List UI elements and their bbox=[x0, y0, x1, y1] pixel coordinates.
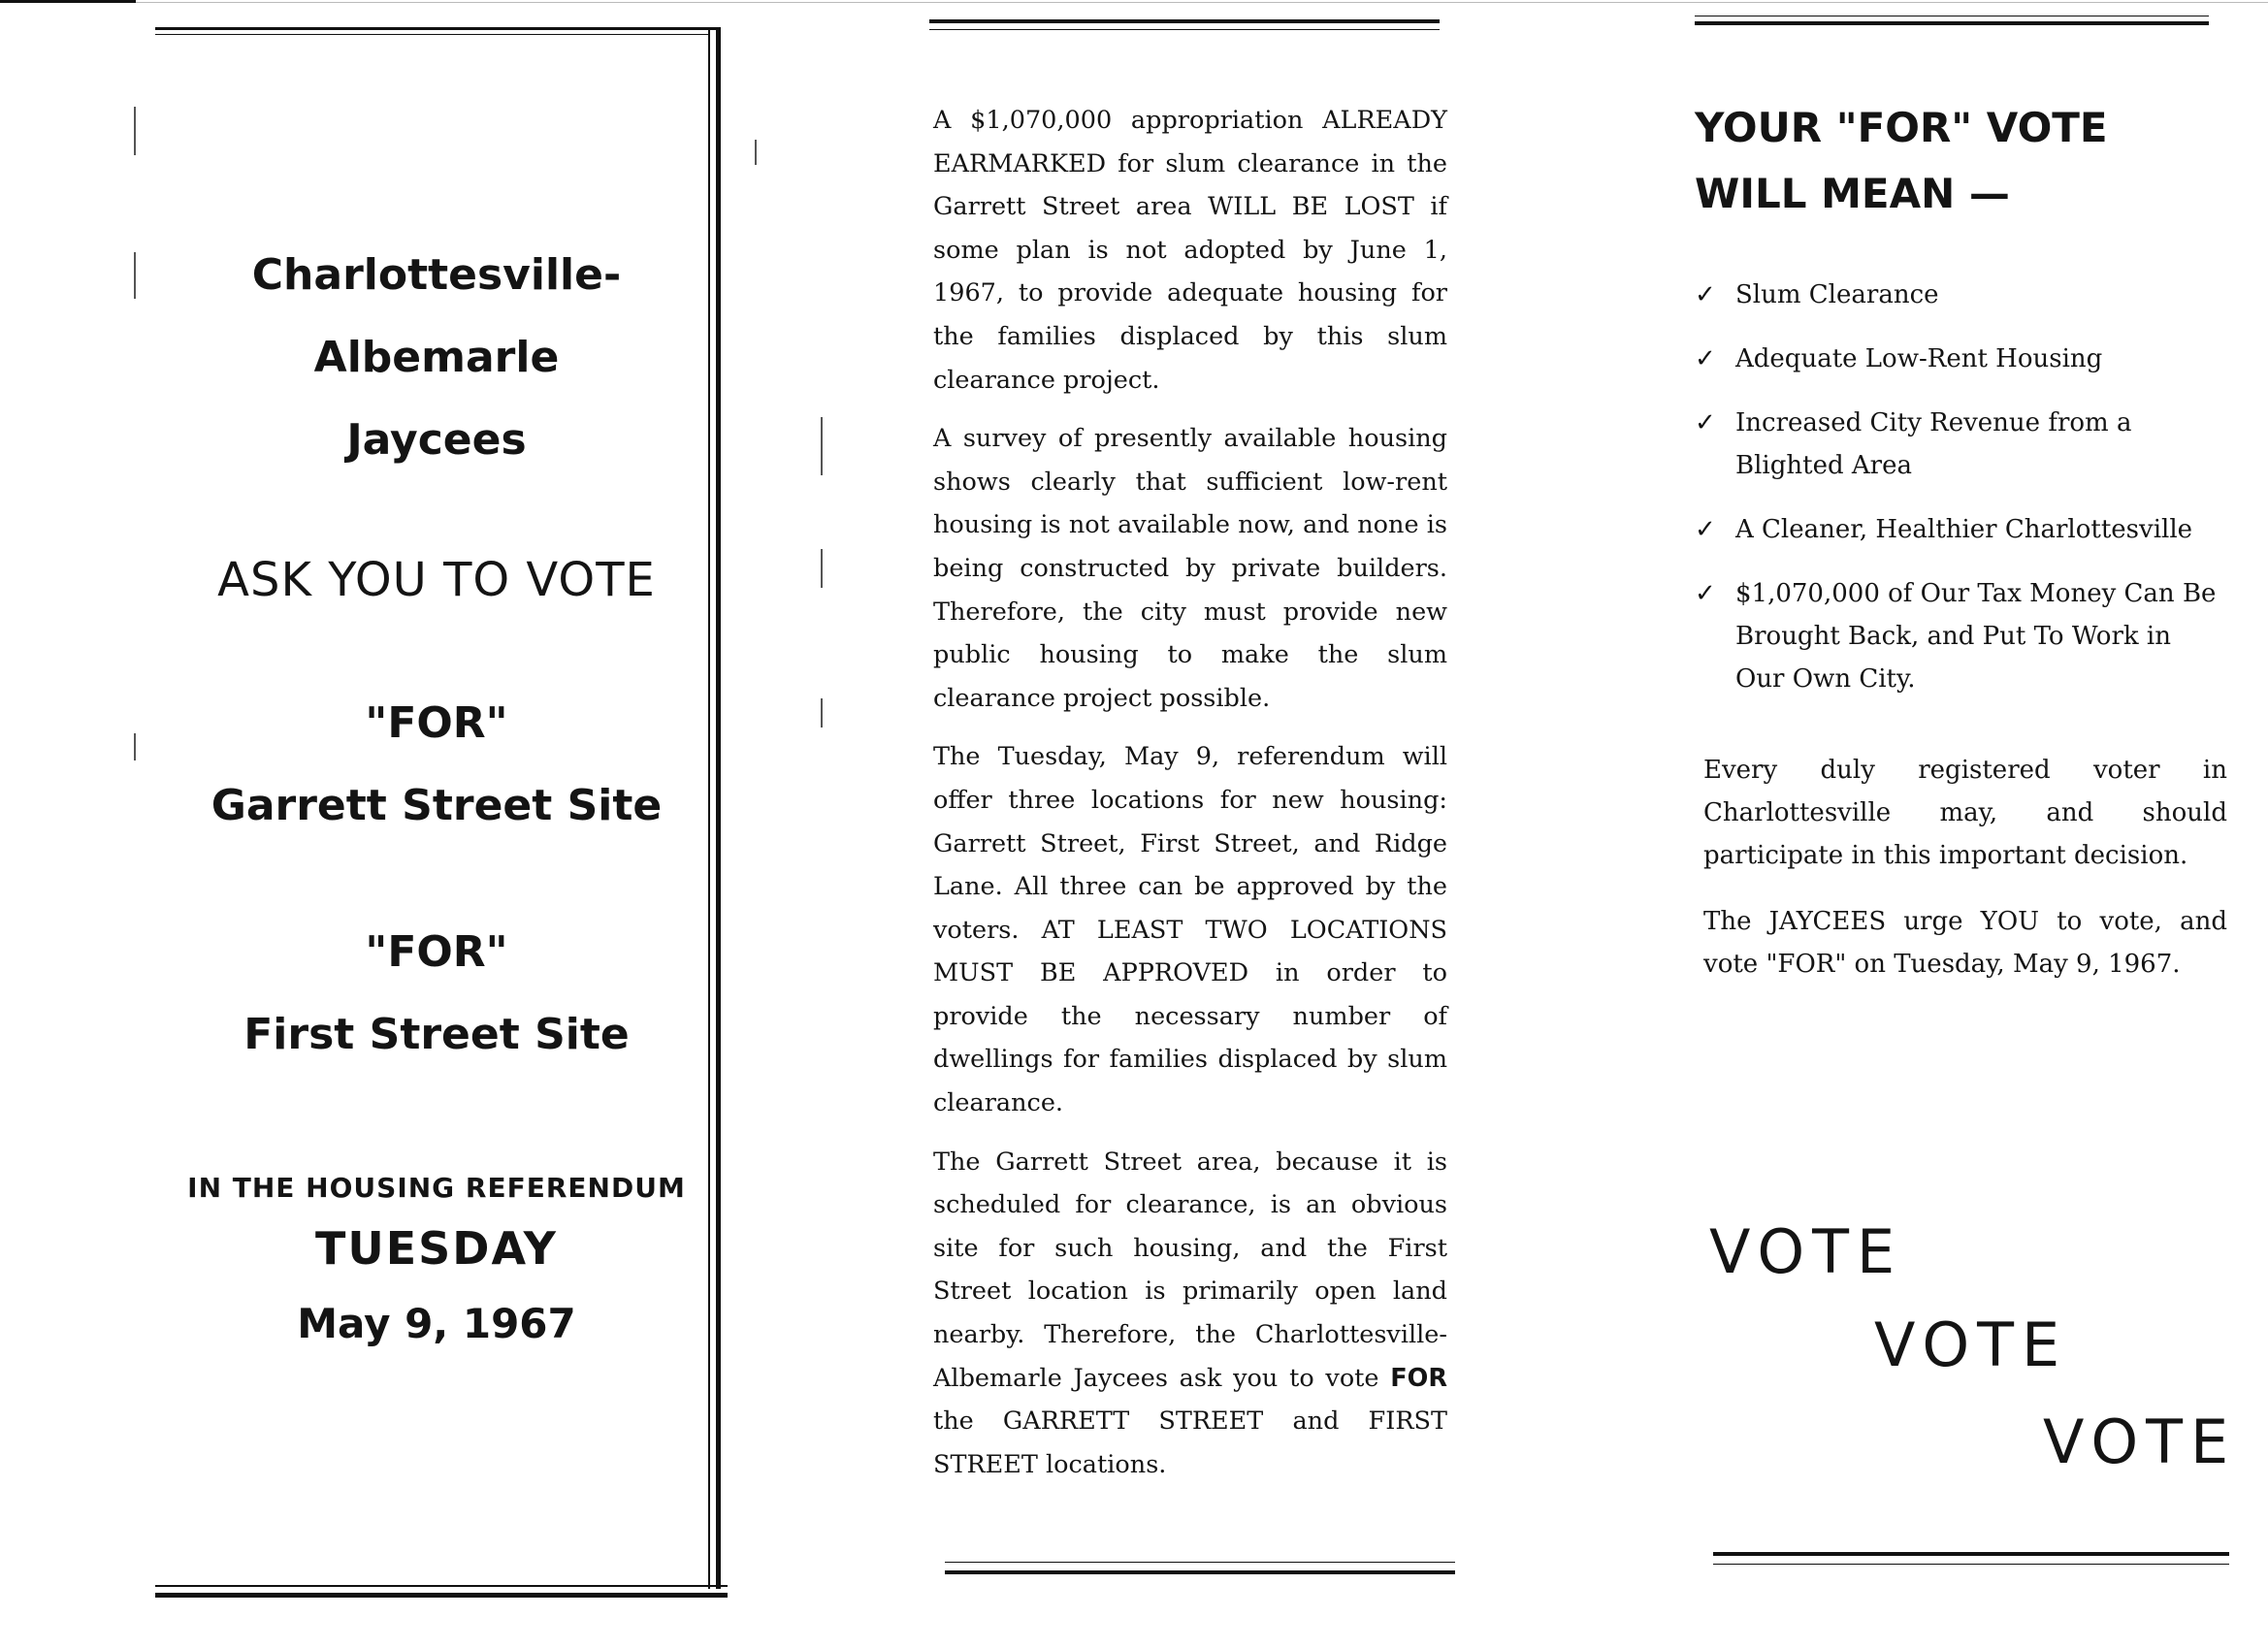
garrett-street-site: Garrett Street Site bbox=[211, 781, 663, 830]
benefit-text: Slum Clearance bbox=[1735, 280, 1939, 309]
check-mark-icon: ✓ bbox=[1695, 344, 1716, 373]
vote-word-2: VOTE bbox=[1874, 1310, 2068, 1380]
first-street-site: First Street Site bbox=[243, 1010, 630, 1059]
benefit-text: $1,070,000 of Our Tax Money Can Be Brought Back, and Put To Work in Our Own City. bbox=[1735, 579, 2217, 694]
election-day: TUESDAY bbox=[315, 1222, 558, 1275]
for-vote-heading bbox=[1695, 95, 2219, 227]
recommendation-for-bold: FOR bbox=[1390, 1363, 1447, 1393]
fold-mark bbox=[821, 417, 823, 475]
middle-bottom-rule bbox=[945, 1570, 1455, 1574]
vote-word-3: VOTE bbox=[2043, 1406, 2237, 1477]
referendum-locations-paragraph: The Tuesday, May 9, referendum will offer three locations for new housing: Garrett Street, First Street, and Ridge Lane. All three can be approved by the voters. AT LEAST TWO LOCATIONS MUST BE APPROVED in order to provide the necessary number of dwellings for families displaced by slum clearance. bbox=[933, 742, 1447, 1118]
fold-mark bbox=[821, 549, 823, 588]
frame-right-rule-thin bbox=[708, 27, 710, 1589]
benefit-text: A Cleaner, Healthier Charlottesville bbox=[1735, 515, 2193, 544]
fold-mark bbox=[134, 733, 136, 760]
org-name-line-3: Jaycees bbox=[346, 415, 527, 465]
election-date: May 9, 1967 bbox=[297, 1300, 576, 1347]
recommendation-text-end: the GARRETT STREET and FIRST STREET locations. bbox=[933, 1406, 1447, 1479]
recommendation-text-start: The Garrett Street area, because it is scheduled for clearance, is an obvious site for such housing, and the First Street location is primarily open land nearby. Therefore, the Charlottesville-Albemarle Jaycees ask you to vote bbox=[933, 1147, 1447, 1393]
housing-survey-paragraph: A survey of presently available housing shows clearly that sufficient low-rent housing is not available now, and none is being constructed by private builders. Therefore, the city must provide new public housing to make the slum clearance project possible. bbox=[933, 424, 1447, 713]
right-top-rule bbox=[1695, 21, 2209, 25]
scan-edge-mark bbox=[0, 0, 136, 3]
frame-bottom-rule bbox=[155, 1593, 728, 1598]
middle-top-rule-thin bbox=[929, 29, 1440, 30]
list-item bbox=[1695, 508, 2223, 551]
fold-mark bbox=[755, 140, 757, 165]
org-name-line-1: Charlottesville- bbox=[251, 250, 622, 300]
right-panel bbox=[1690, 14, 2237, 1604]
frame-bottom-rule-thin bbox=[155, 1585, 728, 1587]
check-mark-icon: ✓ bbox=[1695, 408, 1716, 437]
fold-mark bbox=[821, 698, 823, 728]
registered-voter-paragraph: Every duly registered voter in Charlottesville may, and should participate in this important decision. bbox=[1703, 756, 2227, 870]
heading-line-2: WILL MEAN — bbox=[1695, 170, 2010, 217]
benefit-text: Increased City Revenue from a Blighted Area bbox=[1735, 408, 2132, 480]
list-item bbox=[1695, 338, 2223, 380]
middle-top-rule bbox=[929, 19, 1440, 23]
fold-mark bbox=[134, 107, 136, 155]
scan-edge-line bbox=[136, 2, 2268, 3]
heading-line-1: YOUR "FOR" VOTE bbox=[1695, 104, 2108, 151]
check-mark-icon: ✓ bbox=[1695, 579, 1716, 608]
appropriation-paragraph: A $1,070,000 appropriation ALREADY EARMARKED for slum clearance in the Garrett Street area WILL BE LOST if some plan is not adopted by June 1, 1967, to provide adequate housing for the families displaced by this slum clearance project. bbox=[933, 106, 1447, 395]
housing-referendum: IN THE HOUSING REFERENDUM bbox=[187, 1172, 686, 1204]
frame-top-rule-thin bbox=[155, 34, 710, 35]
list-item bbox=[1695, 572, 2223, 700]
middle-panel bbox=[929, 17, 1473, 1579]
fold-mark bbox=[134, 252, 136, 299]
list-item bbox=[1695, 402, 2223, 487]
vote-for-label-1: "FOR" bbox=[365, 698, 508, 748]
vote-for-label-2: "FOR" bbox=[365, 927, 508, 977]
left-panel bbox=[155, 27, 728, 1591]
ask-you-to-vote: ASK YOU TO VOTE bbox=[217, 553, 656, 607]
vote-word-1: VOTE bbox=[1709, 1216, 1903, 1287]
list-item bbox=[1695, 274, 2223, 316]
middle-bottom-rule-thin bbox=[945, 1562, 1455, 1563]
org-name-line-2: Albemarle bbox=[313, 333, 560, 382]
frame-right-rule bbox=[716, 27, 721, 1589]
frame-top-rule bbox=[155, 27, 716, 30]
jaycees-urge-paragraph: The JAYCEES urge YOU to vote, and vote "FOR" on Tuesday, May 9, 1967. bbox=[1703, 907, 2227, 979]
check-mark-icon: ✓ bbox=[1695, 515, 1716, 544]
right-bottom-rule-thin bbox=[1713, 1564, 2229, 1565]
middle-body-text bbox=[933, 99, 1447, 1502]
benefits-list bbox=[1695, 274, 2223, 722]
check-mark-icon: ✓ bbox=[1695, 280, 1716, 309]
jaycees-recommendation-paragraph bbox=[933, 1141, 1447, 1487]
right-bottom-rule bbox=[1713, 1552, 2229, 1556]
benefit-text: Adequate Low-Rent Housing bbox=[1735, 344, 2103, 373]
